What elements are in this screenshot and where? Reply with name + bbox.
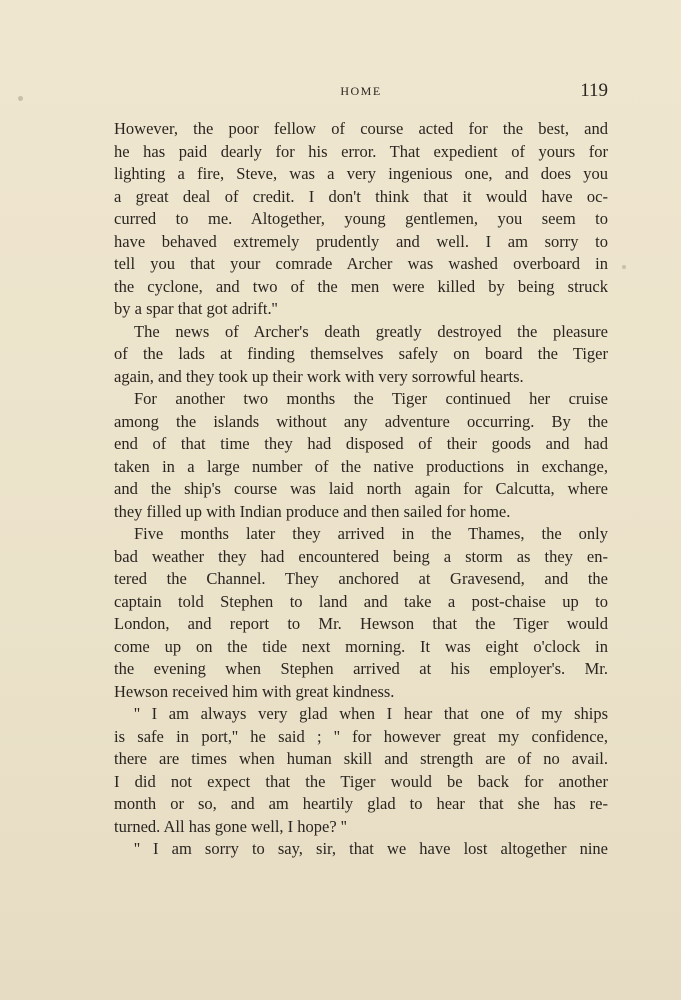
paper-speck (622, 265, 626, 269)
text-line: The news of Archer's death greatly destroyed the pleasure (134, 321, 608, 341)
text-line: tered the Channel. They anchored at Gravesend, and the (114, 569, 608, 588)
text-line: curred to me. Altogether, young gentlemen, you seem to (114, 209, 608, 228)
text-line: of the lads at finding themselves safely on board the Tiger (114, 344, 608, 363)
text-line: tell you that your comrade Archer was washed overboard in (114, 254, 608, 273)
text-line: is safe in port,'' he said ; '' for however great my confidence, (114, 726, 608, 746)
text-line: the cyclone, and two of the men were killed by being struck (114, 276, 608, 296)
text-line: the evening when Stephen arrived at his employer's. Mr. (114, 659, 608, 678)
text-line: captain told Stephen to land and take a post-chaise up to (114, 591, 608, 611)
text-line: a great deal of credit. I don't think that it would have oc- (114, 186, 608, 206)
text-line: '' I am sorry to say, sir, that we have lost altogether nine (134, 839, 608, 858)
text-line: London, and report to Mr. Hewson that the Tiger would (114, 614, 608, 633)
text-line: by a spar that got adrift.'' (114, 299, 278, 318)
text-line: turned. All has gone well, I hope? '' (114, 816, 347, 836)
text-line: I did not expect that the Tiger would be back for another (114, 771, 608, 791)
text-line: However, the poor fellow of course acted for the best, and (114, 119, 608, 138)
text-line: '' I am always very glad when I hear that one of my ships (134, 704, 608, 723)
text-line: Five months later they arrived in the Thames, the only (134, 524, 608, 543)
text-line: he has paid dearly for his error. That expedient of yours for (114, 141, 608, 161)
text-line: For another two months the Tiger continued her cruise (134, 389, 608, 408)
page-header (114, 80, 608, 102)
text-line: taken in a large number of the native productions in exchange, (114, 456, 608, 476)
text-line: there are times when human skill and strength are of no avail. (114, 749, 608, 768)
text-line: month or so, and am heartily glad to hear that she has re- (114, 794, 608, 813)
text-line: end of that time they had disposed of their goods and had (114, 434, 608, 453)
text-line: lighting a fire, Steve, was a very ingenious one, and does you (114, 164, 608, 183)
text-line: come up on the tide next morning. It was eight o'clock in (114, 636, 608, 656)
body-text (114, 118, 608, 861)
text-line: again, and they took up their work with very sorrowful hearts. (114, 366, 524, 386)
page-number: 119 (580, 80, 608, 101)
text-line: they filled up with Indian produce and then sailed for home. (114, 501, 511, 521)
paper-speck (18, 96, 23, 101)
text-line: and the ship's course was laid north again for Calcutta, where (114, 479, 608, 498)
text-line: Hewson received him with great kindness. (114, 681, 395, 701)
text-line: among the islands without any adventure occurring. By the (114, 411, 608, 431)
text-line: have behaved extremely prudently and well. I am sorry to (114, 231, 608, 251)
running-head: HOME (340, 84, 382, 98)
text-line: bad weather they had encountered being a storm as they en- (114, 546, 608, 566)
